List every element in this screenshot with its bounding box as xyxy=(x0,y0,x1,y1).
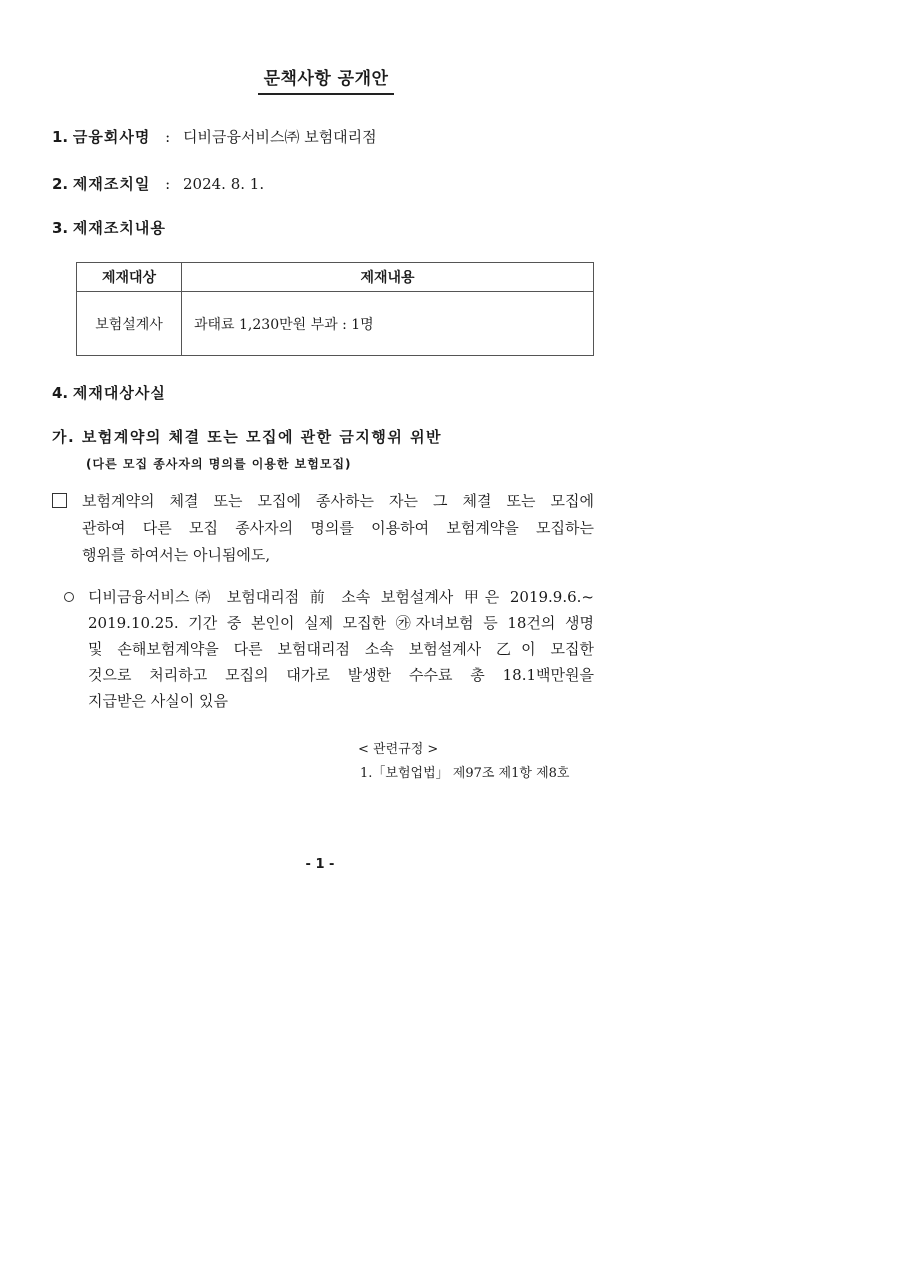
paragraph-line: 관하여 다른 모집 종사자의 명의를 이용하여 보험계약을 모집하는 xyxy=(82,519,594,537)
paragraph-line: 보험계약의 체결 또는 모집에 종사하는 자는 그 체결 또는 모집에 xyxy=(82,492,594,510)
paragraph-line: 지급받은 사실이 있음 xyxy=(88,692,228,710)
paragraph-line: 행위를 하여서는 아니됨에도, xyxy=(82,546,271,564)
section-label: 제재조치일 xyxy=(72,175,151,193)
section-number: 1. xyxy=(52,128,69,146)
section-number: 3. xyxy=(52,219,69,237)
colon-separator: : xyxy=(165,175,171,193)
page-number: - 1 - xyxy=(305,857,335,872)
header-target: 제재대상 xyxy=(77,263,182,292)
paragraph-line: 디비금융서비스㈜ 보험대리점 前 소속 보험설계사 甲은 2019.9.6.~ xyxy=(88,588,594,606)
section-number: 4. xyxy=(52,384,69,402)
square-bullet-icon xyxy=(52,493,67,508)
sanction-table xyxy=(76,262,594,356)
paragraph-line: 2019.10.25. 기간 중 본인이 실제 모집한 ㉮자녀보험 등 18건의 생명 xyxy=(88,614,594,632)
section-sanction-date xyxy=(52,173,264,194)
section-sanction-content xyxy=(52,217,166,238)
sanction-date-value: 2024. 8. 1. xyxy=(183,175,265,193)
section-number: 2. xyxy=(52,175,69,193)
document-title xyxy=(0,64,640,95)
cell-target: 보험설계사 xyxy=(77,292,182,356)
regulation-heading: < 관련규정 > xyxy=(358,742,439,757)
section-sanction-facts xyxy=(52,382,166,403)
paragraph-line: 및 손해보험계약을 다른 보험대리점 소속 보험설계사 乙이 모집한 xyxy=(88,640,594,658)
table-header-row xyxy=(77,263,594,292)
colon-separator: : xyxy=(165,128,171,146)
regulation-item: 1.「보험업법」 제97조 제1항 제8호 xyxy=(360,766,570,781)
section-label: 제재대상사실 xyxy=(72,384,166,402)
section-label: 금융회사명 xyxy=(72,128,151,146)
subsection-heading: 가. 보험계약의 체결 또는 모집에 관한 금지행위 위반 xyxy=(52,428,443,446)
section-label: 제재조치내용 xyxy=(72,219,166,237)
subsection-note: (다른 모집 종사자의 명의를 이용한 보험모집) xyxy=(86,457,352,471)
header-content: 제재내용 xyxy=(182,263,594,292)
table-row xyxy=(77,292,594,356)
cell-content: 과태료 1,230만원 부과 : 1명 xyxy=(182,292,594,356)
company-name-value: 디비금융서비스㈜ 보험대리점 xyxy=(183,128,377,146)
circle-bullet-icon xyxy=(64,592,74,602)
title-text: 문책사항 공개안 xyxy=(258,64,395,95)
paragraph-line: 것으로 처리하고 모집의 대가로 발생한 수수료 총 18.1백만원을 xyxy=(88,666,594,684)
section-company-name xyxy=(52,126,377,147)
